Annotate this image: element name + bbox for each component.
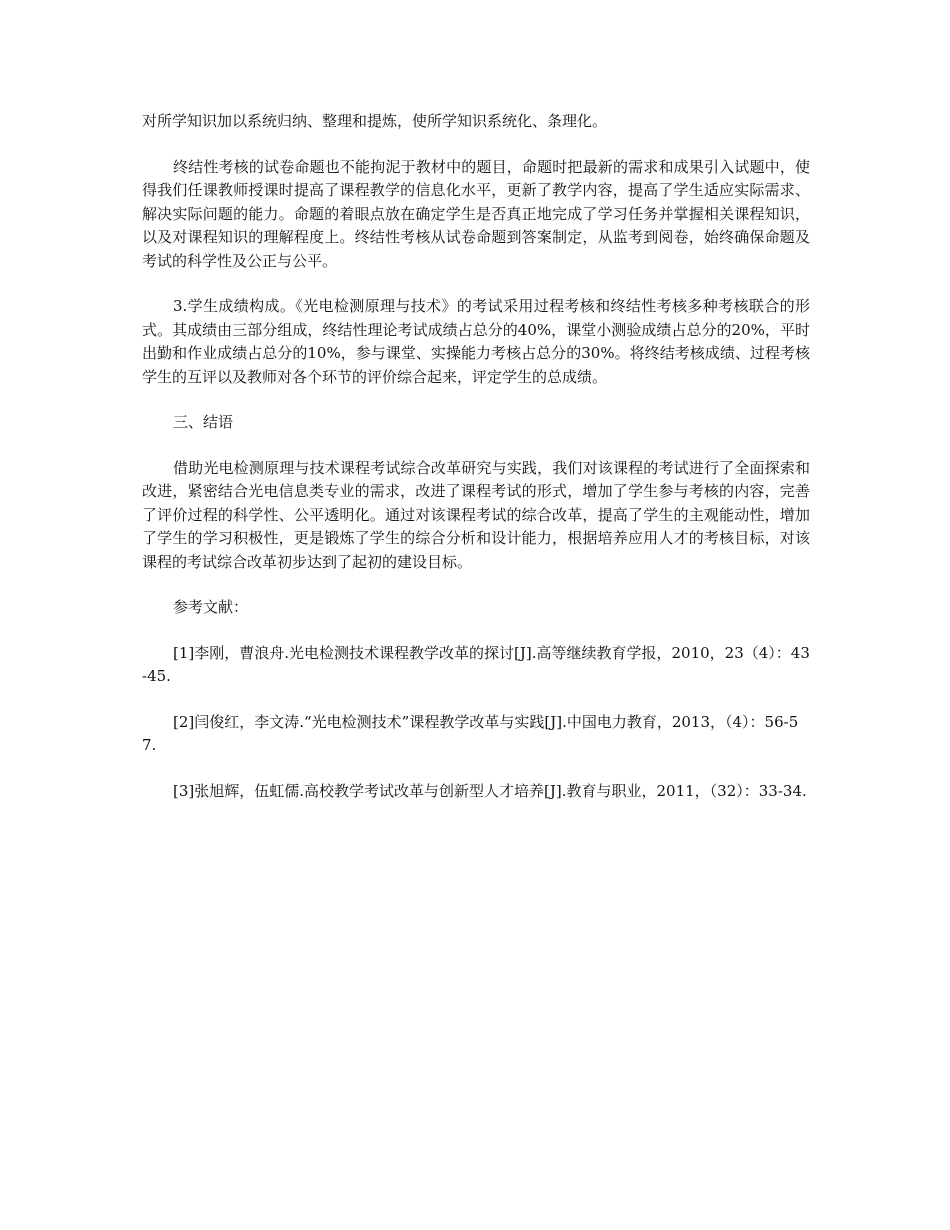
reference-item-2: [2]闫俊红，李文涛.“光电检测技术”课程教学改革与实践[J].中国电力教育，2013，（4）：56-57. bbox=[142, 712, 799, 754]
references-heading: 参考文献： bbox=[173, 598, 249, 616]
body-paragraph-2: 终结性考核的试卷命题也不能拘泥于教材中的题目，命题时把最新的需求和成果引入试题中，使得我们任课教师授课时提高了课程教学的信息化水平，更新了教学内容，提高了学生适应实际需求、解决实际问题的能力。命题的着眼点放在确定学生是否真正地完成了学习任务并掌握相关课程知识，以及对课程知识的理解程度上。终结性考核从试卷命题到答案制定，从监考到阅卷，始终确保命题及考试的科学性及公正与公平。 bbox=[142, 157, 810, 270]
document-page bbox=[142, 110, 810, 825]
reference-item-1: [1]李刚，曹浪舟.光电检测技术课程教学改革的探讨[J].高等继续教育学报，2010，23（4）：43-45. bbox=[142, 643, 810, 685]
reference-item-3: [3]张旭辉，伍虹儒.高校教学考试改革与创新型人才培养[J].教育与职业，2011，（32）：33-34. bbox=[173, 781, 807, 800]
conclusion-paragraph: 借助光电检测原理与技术课程考试综合改革研究与实践，我们对该课程的考试进行了全面探索和改进，紧密结合光电信息类专业的需求，改进了课程考试的形式，增加了学生参与考核的内容，完善了评价过程的科学性、公平透明化。通过对该课程考试的综合改革，提高了学生的主观能动性，增加了学生的学习积极性，更是锻炼了学生的综合分析和设计能力，根据培养应用人才的考核目标，对该课程的考试综合改革初步达到了起初的建设目标。 bbox=[142, 458, 810, 571]
body-paragraph-3: 3.学生成绩构成。《光电检测原理与技术》的考试采用过程考核和终结性考核多种考核联合的形式。其成绩由三部分组成，终结性理论考试成绩占总分的40%，课堂小测验成绩占总分的20%，平时出勤和作业成绩占总分的10%，参与课堂、实操能力考核占总分的30%。将终结考核成绩、过程考核学生的互评以及教师对各个环节的评价综合起来，评定学生的总成绩。 bbox=[142, 297, 810, 386]
body-paragraph-1: 对所学知识加以系统归纳、整理和提炼，使所学知识系统化、条理化。 bbox=[142, 112, 608, 130]
conclusion-heading: 三、结语 bbox=[173, 413, 234, 431]
